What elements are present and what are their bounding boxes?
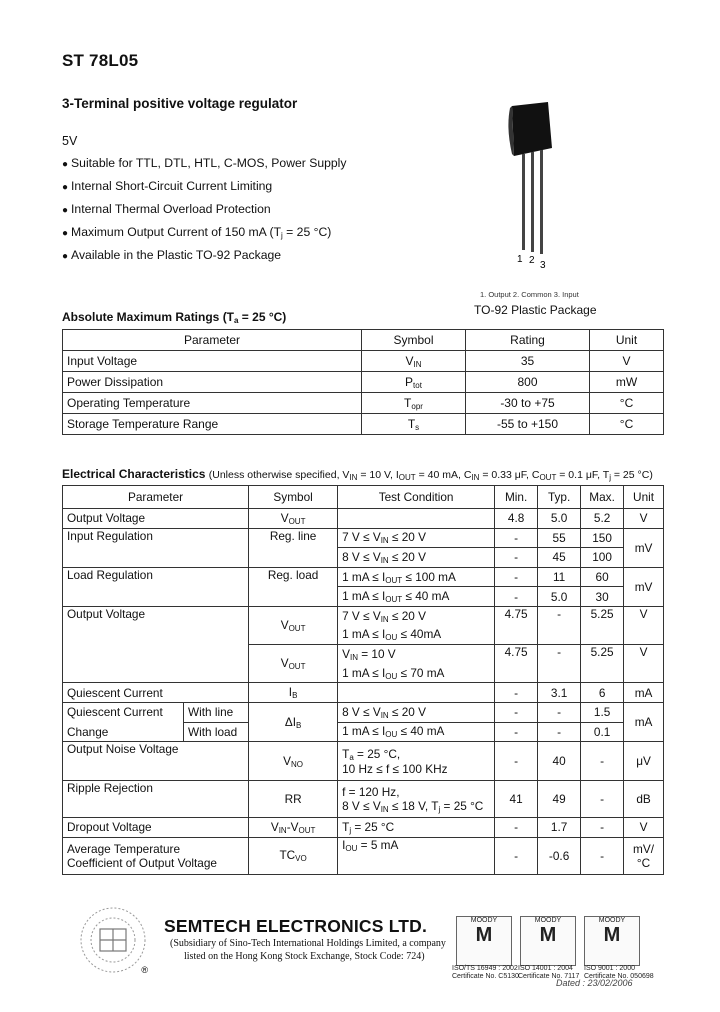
cell: V: [624, 645, 664, 683]
bullet-icon: ●: [62, 182, 69, 193]
table-row: [63, 837, 664, 874]
table-row: [63, 351, 664, 372]
cell: Output Voltage: [63, 606, 249, 682]
column-header: Max.: [581, 486, 624, 509]
table-row: [63, 414, 664, 435]
cell: $T_j = 25$ °C: [338, 818, 495, 838]
cert-badge-iso-9001: MOODY M: [584, 916, 640, 966]
table-row: [63, 742, 664, 781]
cell: $T_{opr}$: [362, 393, 466, 414]
cell: With load: [184, 722, 249, 742]
cell: -: [538, 722, 581, 742]
ec-title: Electrical Characteristics (Unless otherwise specified, $V_{IN} = 10$ V, $I_{OUT} = 40$ mA, $C_{IN} = 0.33$ μF, $C_{OUT} = 0.1$ μF, $T_j = 25$ °C): [62, 467, 653, 482]
company-name: SEMTECH ELECTRONICS LTD.: [164, 916, 428, 936]
cell: 5.2: [581, 509, 624, 529]
cell: Storage Temperature Range: [63, 414, 362, 435]
column-header: Symbol: [249, 486, 338, 509]
to92-package-icon: [500, 98, 570, 270]
cell: 1 mA ≤ $I_{OUT} \le 40$ mA: [338, 587, 495, 607]
cell: 11: [538, 567, 581, 587]
cell: -55 to +150: [466, 414, 590, 435]
table-row: [63, 393, 664, 414]
cell: V: [624, 606, 664, 644]
cell: -: [495, 702, 538, 722]
table-row: [63, 818, 664, 838]
cell: $V_{IN} = 10$ V: [338, 645, 495, 664]
column-header: Parameter: [63, 330, 362, 351]
pin-number: 1: [517, 254, 523, 265]
cell: -30 to +75: [466, 393, 590, 414]
cert-label: ISO 14001 : 2004: [518, 965, 573, 972]
company-listing-note: listed on the Hong Kong Stock Exchange, Stock Code: 724): [184, 951, 425, 962]
cell: 49: [538, 781, 581, 818]
cell: -: [581, 818, 624, 838]
cell: 4.8: [495, 509, 538, 529]
cell: Ripple Rejection: [63, 781, 249, 818]
cell: 3.1: [538, 683, 581, 703]
cell: Change: [63, 722, 184, 742]
cell: V: [624, 818, 664, 838]
cell: Input Regulation: [63, 528, 249, 567]
cert-badge-iso-ts: MOODY M: [456, 916, 512, 966]
pin-number: 2: [529, 255, 535, 266]
cell: -: [581, 742, 624, 781]
company-subsidiary-note: (Subsidiary of Sino-Tech International Holdings Limited, a company: [170, 938, 446, 949]
cell: 5.25: [581, 645, 624, 683]
cell: Input Voltage: [63, 351, 362, 372]
cell: 1.7: [538, 818, 581, 838]
cell: 0.1: [581, 722, 624, 742]
cell: 1 mA ≤ $I_{OU} \le 40$ mA: [338, 722, 495, 742]
moody-m-icon: M: [603, 924, 621, 946]
column-header: Test Condition: [338, 486, 495, 509]
cell: 5.0: [538, 509, 581, 529]
cell: $V_{OUT}$: [249, 606, 338, 644]
cell: $\Delta I_B$: [249, 702, 338, 741]
cell: 4.75: [495, 645, 538, 683]
cell: -: [495, 683, 538, 703]
cert-badge-iso-14001: MOODY M: [520, 916, 576, 966]
table-row: [63, 372, 664, 393]
cell: [338, 683, 495, 703]
cell: $V_{OUT}$: [249, 509, 338, 529]
cell: With line: [184, 702, 249, 722]
cell: -: [495, 567, 538, 587]
absolute-max-ratings-table: [62, 329, 664, 435]
cell: 1 mA ≤ $I_{OU} \le 70$ mA: [338, 664, 495, 683]
cell: 41: [495, 781, 538, 818]
bullet-icon: ●: [62, 159, 69, 170]
table-row: [63, 683, 664, 703]
cell: 35: [466, 351, 590, 372]
cell: -: [538, 606, 581, 644]
table-row: [63, 606, 664, 625]
cell: 30: [581, 587, 624, 607]
cell: $TC_{VO}$: [249, 837, 338, 874]
cell: 55: [538, 528, 581, 548]
bullet-icon: ●: [62, 205, 69, 216]
electrical-characteristics-table: [62, 485, 664, 875]
cell: $T_a = 25$ °C, 10 Hz ≤ f ≤ 100 KHz: [338, 742, 495, 781]
cert-label: ISO 9001 : 2000: [584, 965, 635, 972]
cell: -: [581, 837, 624, 874]
table-header-row: [63, 330, 664, 351]
cert-number: Certificate No. 7117: [518, 973, 580, 980]
cell: mA: [624, 683, 664, 703]
cell: 6: [581, 683, 624, 703]
cell: $I_{OU} = 5$ mA: [338, 837, 495, 874]
cell: 40: [538, 742, 581, 781]
cell: 8 $V \le V_{IN} \le 20$ V: [338, 702, 495, 722]
cell: 60: [581, 567, 624, 587]
cell: 45: [538, 548, 581, 568]
cell: 1 mA ≤ $I_{OUT} \le 100$ mA: [338, 567, 495, 587]
cell: 150: [581, 528, 624, 548]
table-row: [63, 722, 664, 742]
cell: -: [495, 818, 538, 838]
moody-m-icon: M: [539, 924, 557, 946]
cell: 800: [466, 372, 590, 393]
cell: $V_{IN}$: [362, 351, 466, 372]
column-header: Unit: [624, 486, 664, 509]
cell: mW: [590, 372, 664, 393]
table-row: [63, 781, 664, 818]
cell: $P_{tot}$: [362, 372, 466, 393]
cell: Quiescent Current: [63, 702, 184, 722]
feature-item: ● Maximum Output Current of 150 mA ($T_j = 25$ °C): [62, 225, 332, 240]
cell: °C: [590, 393, 664, 414]
pin-caption: 1. Output 2. Common 3. Input: [480, 290, 579, 299]
cell: 1.5: [581, 702, 624, 722]
cell: -: [495, 722, 538, 742]
cell: [338, 509, 495, 529]
column-header: Typ.: [538, 486, 581, 509]
cell: 8 $V \le V_{IN} \le 20$ V: [338, 548, 495, 568]
cell: $V_{NO}$: [249, 742, 338, 781]
feature-item: ● Internal Thermal Overload Protection: [62, 202, 271, 216]
column-header: Parameter: [63, 486, 249, 509]
cell: mV: [624, 567, 664, 606]
cell: $V_{IN}-V_{OUT}$: [249, 818, 338, 838]
column-header: Rating: [466, 330, 590, 351]
cell: Reg. line: [249, 528, 338, 567]
table-row: [63, 702, 664, 722]
cell: $T_s$: [362, 414, 466, 435]
amr-title: Absolute Maximum Ratings ($T_a = 25$ °C): [62, 310, 287, 325]
cell: Output Noise Voltage: [63, 742, 249, 781]
package-label: TO-92 Plastic Package: [474, 303, 597, 317]
moody-m-icon: M: [475, 924, 493, 946]
cell: -: [495, 548, 538, 568]
subtitle: 3-Terminal positive voltage regulator: [62, 96, 298, 111]
table-row: [63, 528, 664, 548]
cell: -: [538, 702, 581, 722]
cell: 1 mA ≤ $I_{OU} \le 40mA$: [338, 626, 495, 645]
cell: mA: [624, 702, 664, 741]
cell: Load Regulation: [63, 567, 249, 606]
cell: Reg. load: [249, 567, 338, 606]
cell: -: [495, 837, 538, 874]
cell: -: [495, 587, 538, 607]
cell: μV: [624, 742, 664, 781]
cell: $V_{OUT}$: [249, 645, 338, 683]
cell: 4.75: [495, 606, 538, 644]
cert-label: ISO/TS 16949 : 2002: [452, 965, 518, 972]
cell: Operating Temperature: [63, 393, 362, 414]
cell: 7 $V \le V_{IN} \le 20$ V: [338, 528, 495, 548]
column-header: Unit: [590, 330, 664, 351]
feature-item: ● Internal Short-Circuit Current Limiting: [62, 179, 273, 193]
bullet-icon: ●: [62, 251, 69, 262]
feature-item: ● Suitable for TTL, DTL, HTL, C-MOS, Power Supply: [62, 156, 347, 170]
cert-number: Certificate No. 050698: [584, 973, 654, 980]
column-header: Min.: [495, 486, 538, 509]
cell: 5.0: [538, 587, 581, 607]
cell: $I_B$: [249, 683, 338, 703]
cell: mV: [624, 528, 664, 567]
cell: f = 120 Hz, 8 $V \le V_{IN} \le 18$ V, $T_j = 25$ °C: [338, 781, 495, 818]
cell: -: [495, 742, 538, 781]
cell: °C: [590, 414, 664, 435]
cell: V: [624, 509, 664, 529]
column-header: Symbol: [362, 330, 466, 351]
table-row: [63, 567, 664, 587]
registered-mark: ®: [141, 965, 148, 975]
semtech-logo-icon: [78, 905, 148, 975]
cell: RR: [249, 781, 338, 818]
cell: mV/°C: [624, 837, 664, 874]
cell: dB: [624, 781, 664, 818]
cell: V: [590, 351, 664, 372]
bullet-icon: ●: [62, 228, 69, 239]
cell: -: [538, 645, 581, 683]
cert-number: Certificate No. C5130: [452, 973, 519, 980]
voltage-rating: 5V: [62, 134, 78, 148]
cell: -: [581, 781, 624, 818]
cell: Output Voltage: [63, 509, 249, 529]
cell: Average Temperature Coefficient of Output Voltage: [63, 837, 249, 874]
part-number: ST 78L05: [62, 51, 139, 70]
cell: -0.6: [538, 837, 581, 874]
cell: 5.25: [581, 606, 624, 644]
cell: -: [495, 528, 538, 548]
feature-item: ● Available in the Plastic TO-92 Package: [62, 248, 282, 262]
pin-number: 3: [540, 260, 546, 270]
document-date: Dated : 23/02/2006: [556, 978, 633, 988]
table-header-row: [63, 486, 664, 509]
cell: Quiescent Current: [63, 683, 249, 703]
cell: 100: [581, 548, 624, 568]
table-row: [63, 509, 664, 529]
cell: Power Dissipation: [63, 372, 362, 393]
cell: 7 $V \le V_{IN} \le 20$ V: [338, 606, 495, 625]
cell: Dropout Voltage: [63, 818, 249, 838]
